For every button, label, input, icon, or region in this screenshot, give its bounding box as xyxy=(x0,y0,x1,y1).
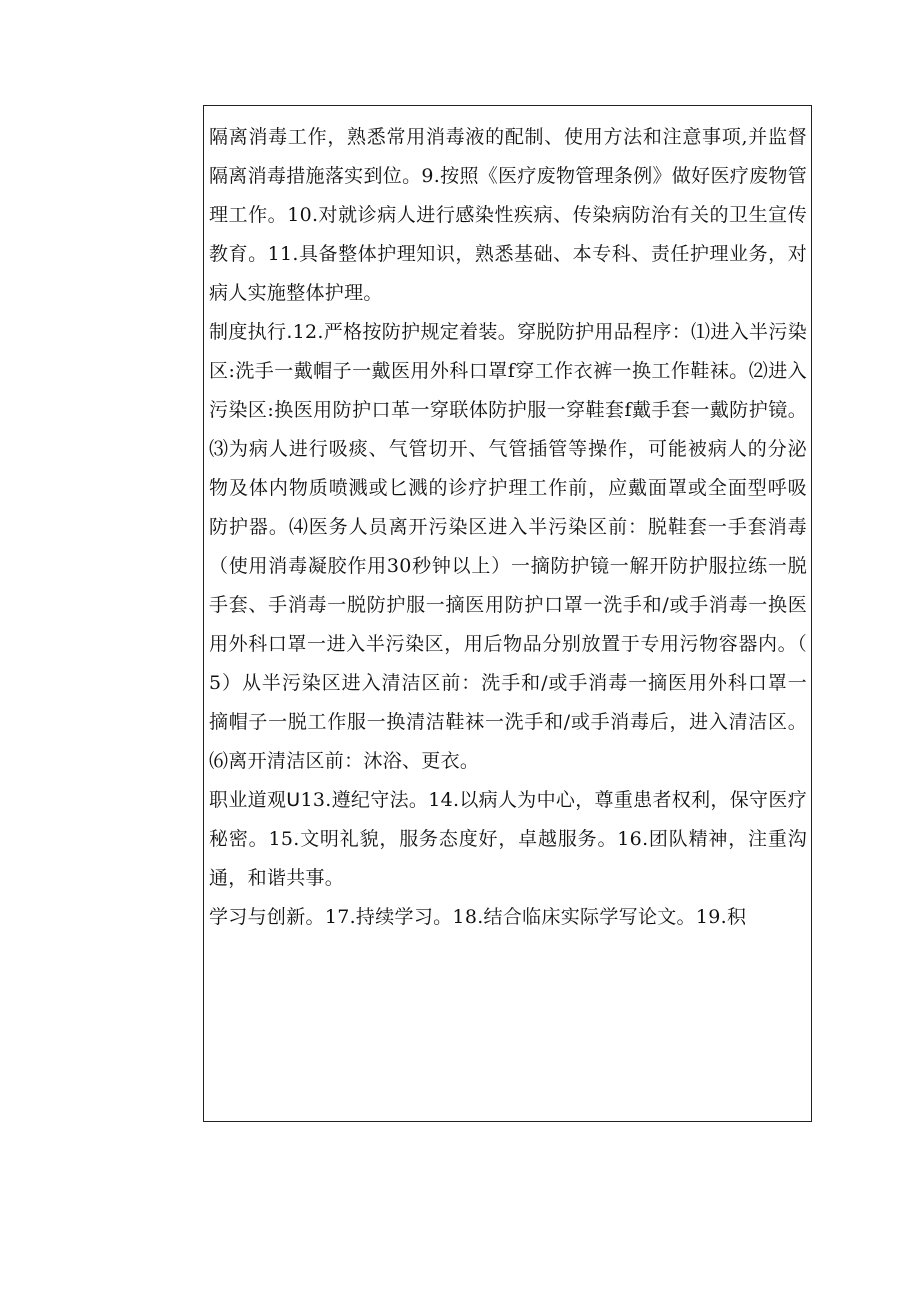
content-table-cell xyxy=(203,105,812,1122)
paragraph-professional-ethics xyxy=(209,781,807,898)
paragraph-disinfection xyxy=(209,118,807,313)
section-heading-system-execution: 制度执行. xyxy=(209,321,293,343)
section-body-learning-innovation: 17.持续学习。18.结合临床实际学写论文。19.积 xyxy=(324,906,747,928)
paragraph-system-execution xyxy=(209,313,807,781)
section-body: 隔离消毒工作，熟悉常用消毒液的配制、使用方法和注意事项,并监督隔离消毒措施落实到位。9.按照《医疗废物管理条例》做好医疗废物管理工作。10.对就诊病人进行感染性疾病、传染病防治有关的卫生宣传教育。11.具备整体护理知识，熟悉基础、本专科、责任护理业务，对病人实施整体护理。 xyxy=(209,126,807,304)
section-body-system-execution: 12.严格按防护规定着装。穿脱防护用品程序：⑴进入半污染区:洗手一戴帽子一戴医用外科口罩f穿工作衣裤一换工作鞋袜。⑵进入污染区:换医用防护口革一穿联体防护服一穿鞋套f戴手套一戴防护镜。⑶为病人进行吸痰、气管切开、气管插管等操作，可能被病人的分泌物及体内物质喷溅或匕溅的诊疗护理工作前，应戴面罩或全面型呼吸防护器。⑷医务人员离开污染区进入半污染区前：脱鞋套一手套消毒（使用消毒凝胶作用30秒钟以上）一摘防护镜一解开防护服拉练一脱手套、手消毒一脱防护服一摘医用防护口罩一洗手和/或手消毒一换医用外科口罩一进入半污染区，用后物品分别放置于专用污物容器内。（5）从半污染区进入清洁区前：洗手和/或手消毒一摘医用外科口罩一摘帽子一脱工作服一换清洁鞋袜一洗手和/或手消毒后，进入清洁区。⑹离开清洁区前：沐浴、更衣。 xyxy=(209,321,807,772)
section-body-professional-ethics: 13.遵纪守法。14.以病人为中心，尊重患者权利，保守医疗秘密。15.文明礼貌，服务态度好，卓越服务。16.团队精神，注重沟通，和谐共事。 xyxy=(209,789,807,889)
section-heading-learning-innovation: 学习与创新。 xyxy=(209,906,325,928)
section-heading-professional-ethics: 职业道观U xyxy=(209,789,301,811)
paragraph-learning-innovation xyxy=(209,898,807,937)
